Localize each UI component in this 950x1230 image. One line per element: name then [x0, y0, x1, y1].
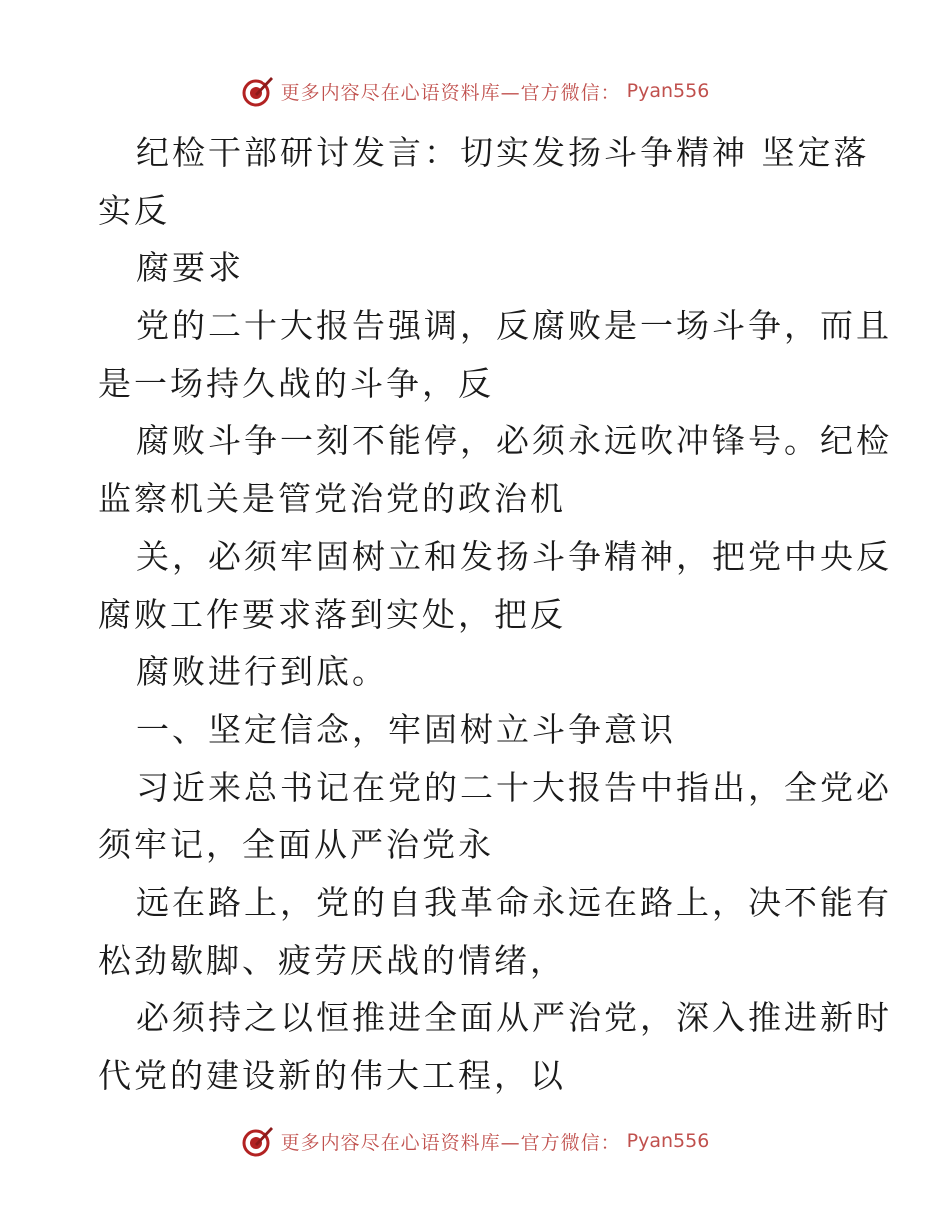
text-line: 关，必须牢固树立和发扬斗争精神，把党中央反 [136, 536, 892, 576]
text-line: 松劲歇脚、疲劳厌战的情绪， [98, 940, 566, 980]
text-line: 腐败斗争一刻不能停，必须永远吹冲锋号。纪检 [136, 421, 892, 461]
text-line: 腐败进行到底。 [136, 652, 388, 692]
text-line: 须牢记，全面从严治党永 [98, 825, 494, 865]
footer-watermark [0, 1124, 950, 1158]
text-line: 党的二十大报告强调，反腐败是一场斗争，而且 [136, 306, 892, 346]
text-line: 腐要求 [136, 248, 244, 288]
watermark-text: 更多内容尽在心语资料库—官方微信： [280, 1131, 621, 1154]
section-heading: 一、坚定信念，牢固树立斗争意识 [136, 709, 676, 749]
text-line: 是一场持久战的斗争，反 [98, 363, 494, 403]
quill-pen-seal-icon [241, 74, 275, 108]
text-line: 远在路上，党的自我革命永远在路上，决不能有 [136, 882, 892, 922]
text-line: 监察机关是管党治党的政治机 [98, 479, 566, 519]
document-body [98, 124, 892, 1105]
text-line: 习近来总书记在党的二十大报告中指出，全党必 [136, 767, 892, 807]
text-line: 腐败工作要求落到实处，把反 [98, 594, 566, 634]
text-line: 纪检干部研讨发言：切实发扬斗争精神 坚定落 [136, 133, 870, 172]
watermark-contact: Pyan556 [626, 80, 710, 102]
text-line: 代党的建设新的伟大工程，以 [98, 1056, 566, 1095]
header-watermark [0, 74, 950, 108]
text-line: 实反 [98, 190, 170, 230]
quill-pen-seal-icon [241, 1124, 275, 1158]
text-line: 必须持之以恒推进全面从严治党，深入推进新时 [136, 998, 892, 1038]
watermark-text: 更多内容尽在心语资料库—官方微信： [280, 81, 621, 104]
watermark-contact: Pyan556 [626, 1130, 710, 1152]
